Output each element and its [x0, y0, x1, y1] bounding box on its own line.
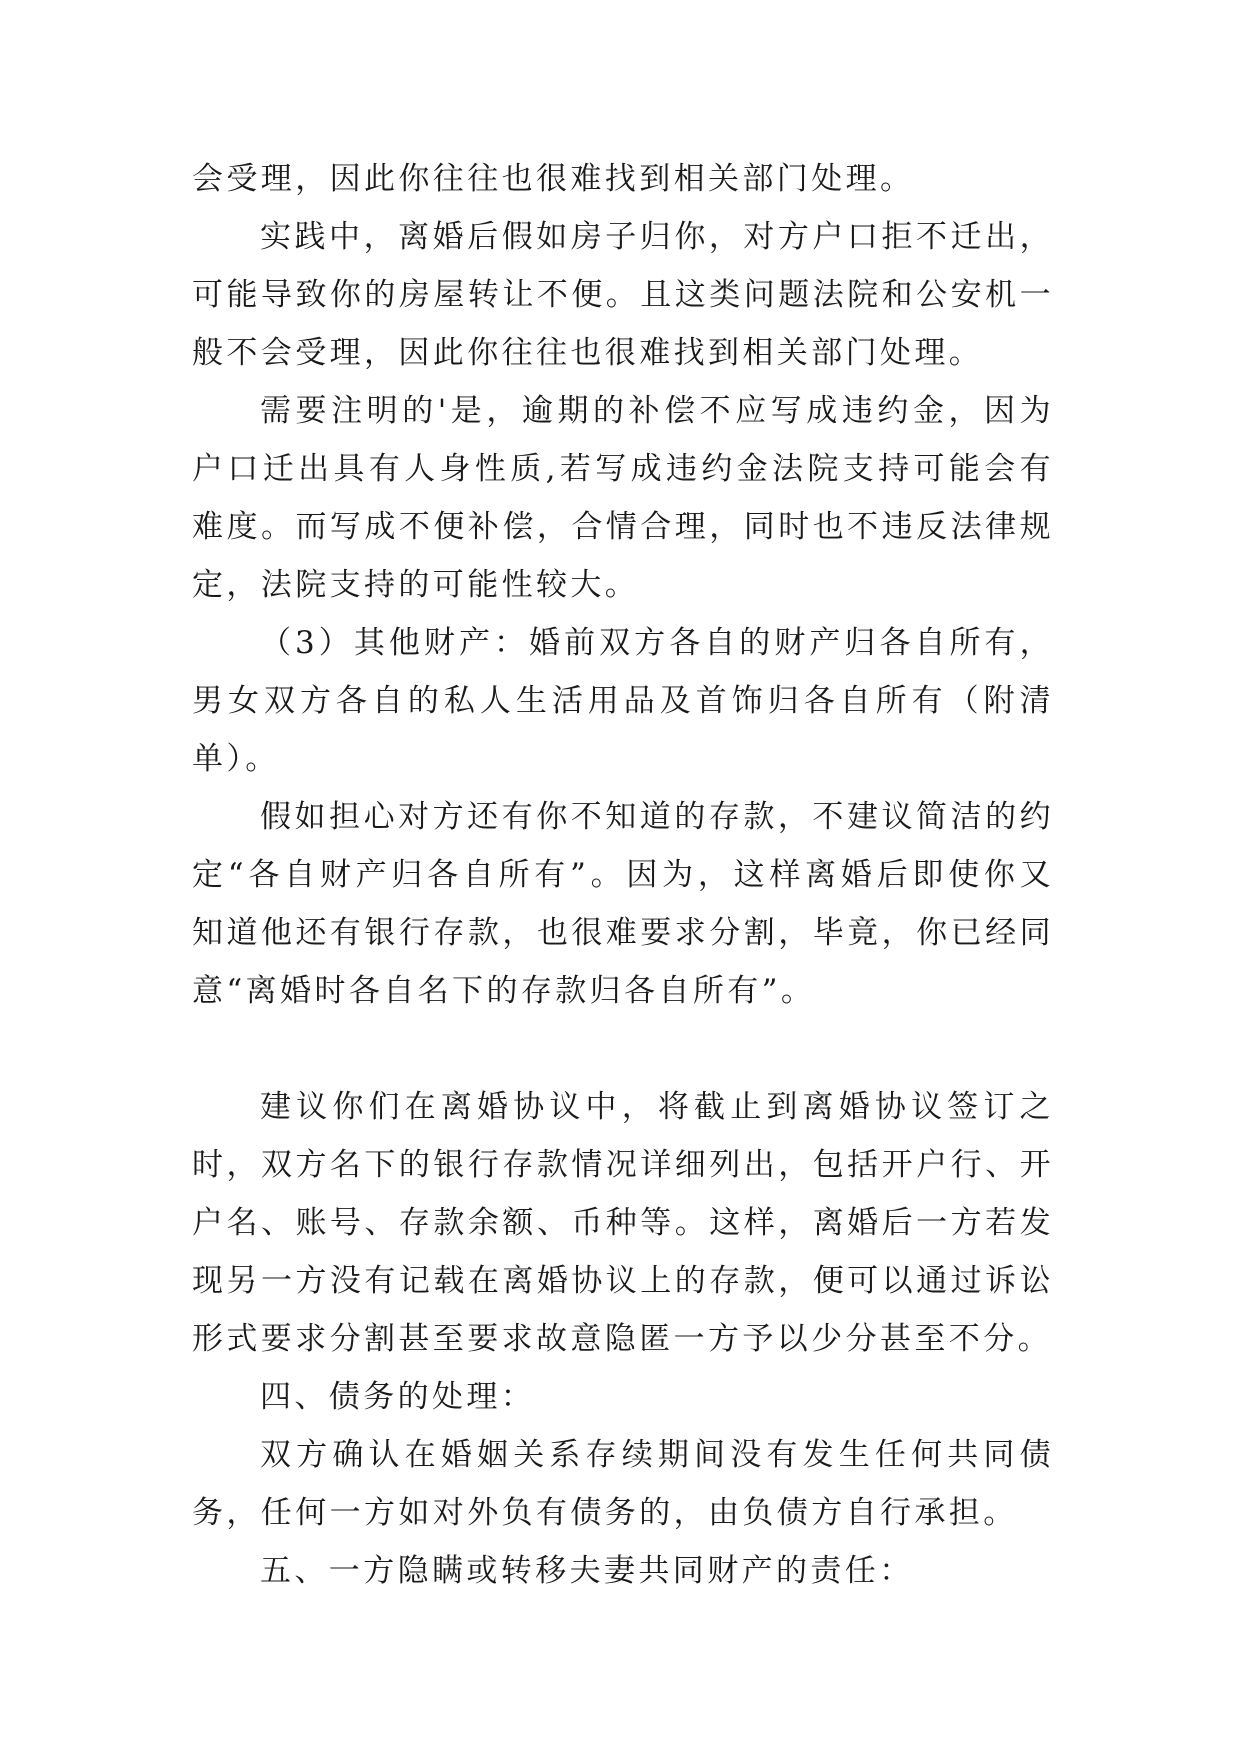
document-page — [192, 150, 1054, 1600]
paragraph-spacer — [192, 1020, 1054, 1078]
paragraph-household-registration: 实践中，离婚后假如房子归你，对方户口拒不迁出，可能导致你的房屋转让不便。且这类问题法院和公安机一般不会受理，因此你往往也很难找到相关部门处理。 — [192, 219, 1054, 371]
paragraph-continuation: 会受理，因此你往往也很难找到相关部门处理。 — [192, 161, 915, 197]
paragraph-debts: 双方确认在婚姻关系存续期间没有发生任何共同债务，任何一方如对外负有债务的，由负债方自行承担。 — [192, 1437, 1054, 1531]
section-heading-debts: 四、债务的处理： — [260, 1379, 536, 1415]
paragraph-deposit-concern: 假如担心对方还有你不知道的存款，不建议简洁的约定“各自财产归各自所有”。因为，这样离婚后即使你又知道他还有银行存款，也很难要求分割，毕竟，你已经同意“离婚时各自名下的存款归各自所有”。 — [192, 799, 1054, 1009]
paragraph-deposit-suggestion: 建议你们在离婚协议中，将截止到离婚协议签订之时，双方名下的银行存款情况详细列出，包括开户行、开户名、账号、存款余额、币种等。这样，离婚后一方若发现另一方没有记载在离婚协议上的存款，便可以通过诉讼形式要求分割甚至要求故意隐匿一方予以少分甚至不分。 — [192, 1089, 1054, 1357]
paragraph-compensation-note: 需要注明的'是，逾期的补偿不应写成违约金，因为户口迁出具有人身性质,若写成违约金法院支持可能会有难度。而写成不便补偿，合情合理，同时也不违反法律规定，法院支持的可能性较大。 — [192, 393, 1054, 603]
section-heading-concealment: 五、一方隐瞒或转移夫妻共同财产的责任： — [260, 1553, 914, 1589]
paragraph-other-property: （3）其他财产：婚前双方各自的财产归各自所有，男女双方各自的私人生活用品及首饰归各自所有（附清单）。 — [192, 625, 1054, 777]
